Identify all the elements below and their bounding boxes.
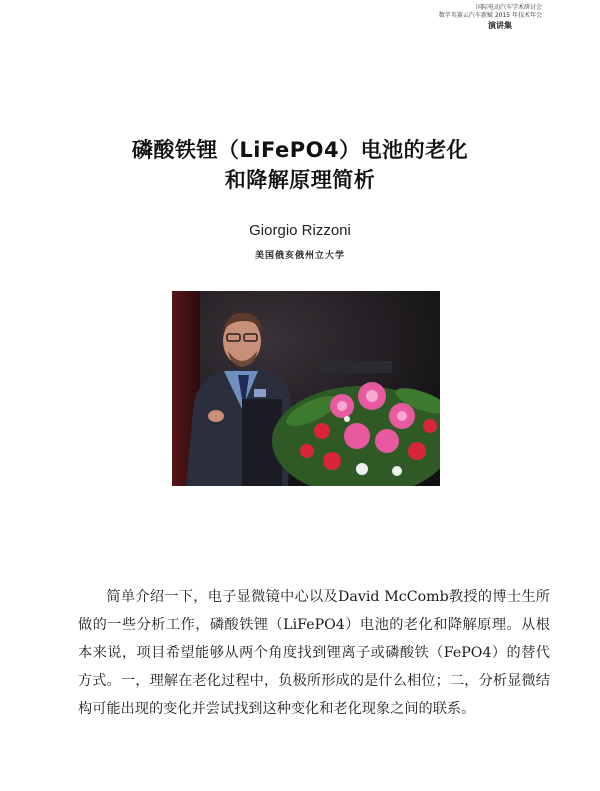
title-line-2: 和降解原理简析 <box>224 168 376 192</box>
header-meta <box>382 4 542 31</box>
author-affiliation: 美国俄亥俄州立大学 <box>254 251 345 261</box>
header-line-1: 国际电动汽车学术研讨会 <box>475 4 542 11</box>
header-line-2: 数字英赛云汽车新赋 2015 年技术年会 <box>438 12 542 19</box>
body-paragraph: 简单介绍一下，电子显微镜中心以及David McComb教授的博士生所做的一些分析工作，磷酸铁锂（LiFePO4）电池的老化和降解原理。从根本来说，项目希望能够从两个角度找到锂离子或磷酸铁（FePO4）的替代方式。一，理解在老化过程中，负极所形成的是什么相位；二，分析显微结构可能出现的变化并尝试找到这种变化和老化现象之间的联系。 <box>78 589 550 717</box>
author-name: Giorgio Rizzoni <box>249 222 351 239</box>
title-line-1: 磷酸铁锂（LiFePO4）电池的老化 <box>131 138 469 162</box>
header-tag: 演讲集 <box>488 21 512 30</box>
speaker-photo <box>172 291 440 486</box>
page-title <box>0 135 600 195</box>
